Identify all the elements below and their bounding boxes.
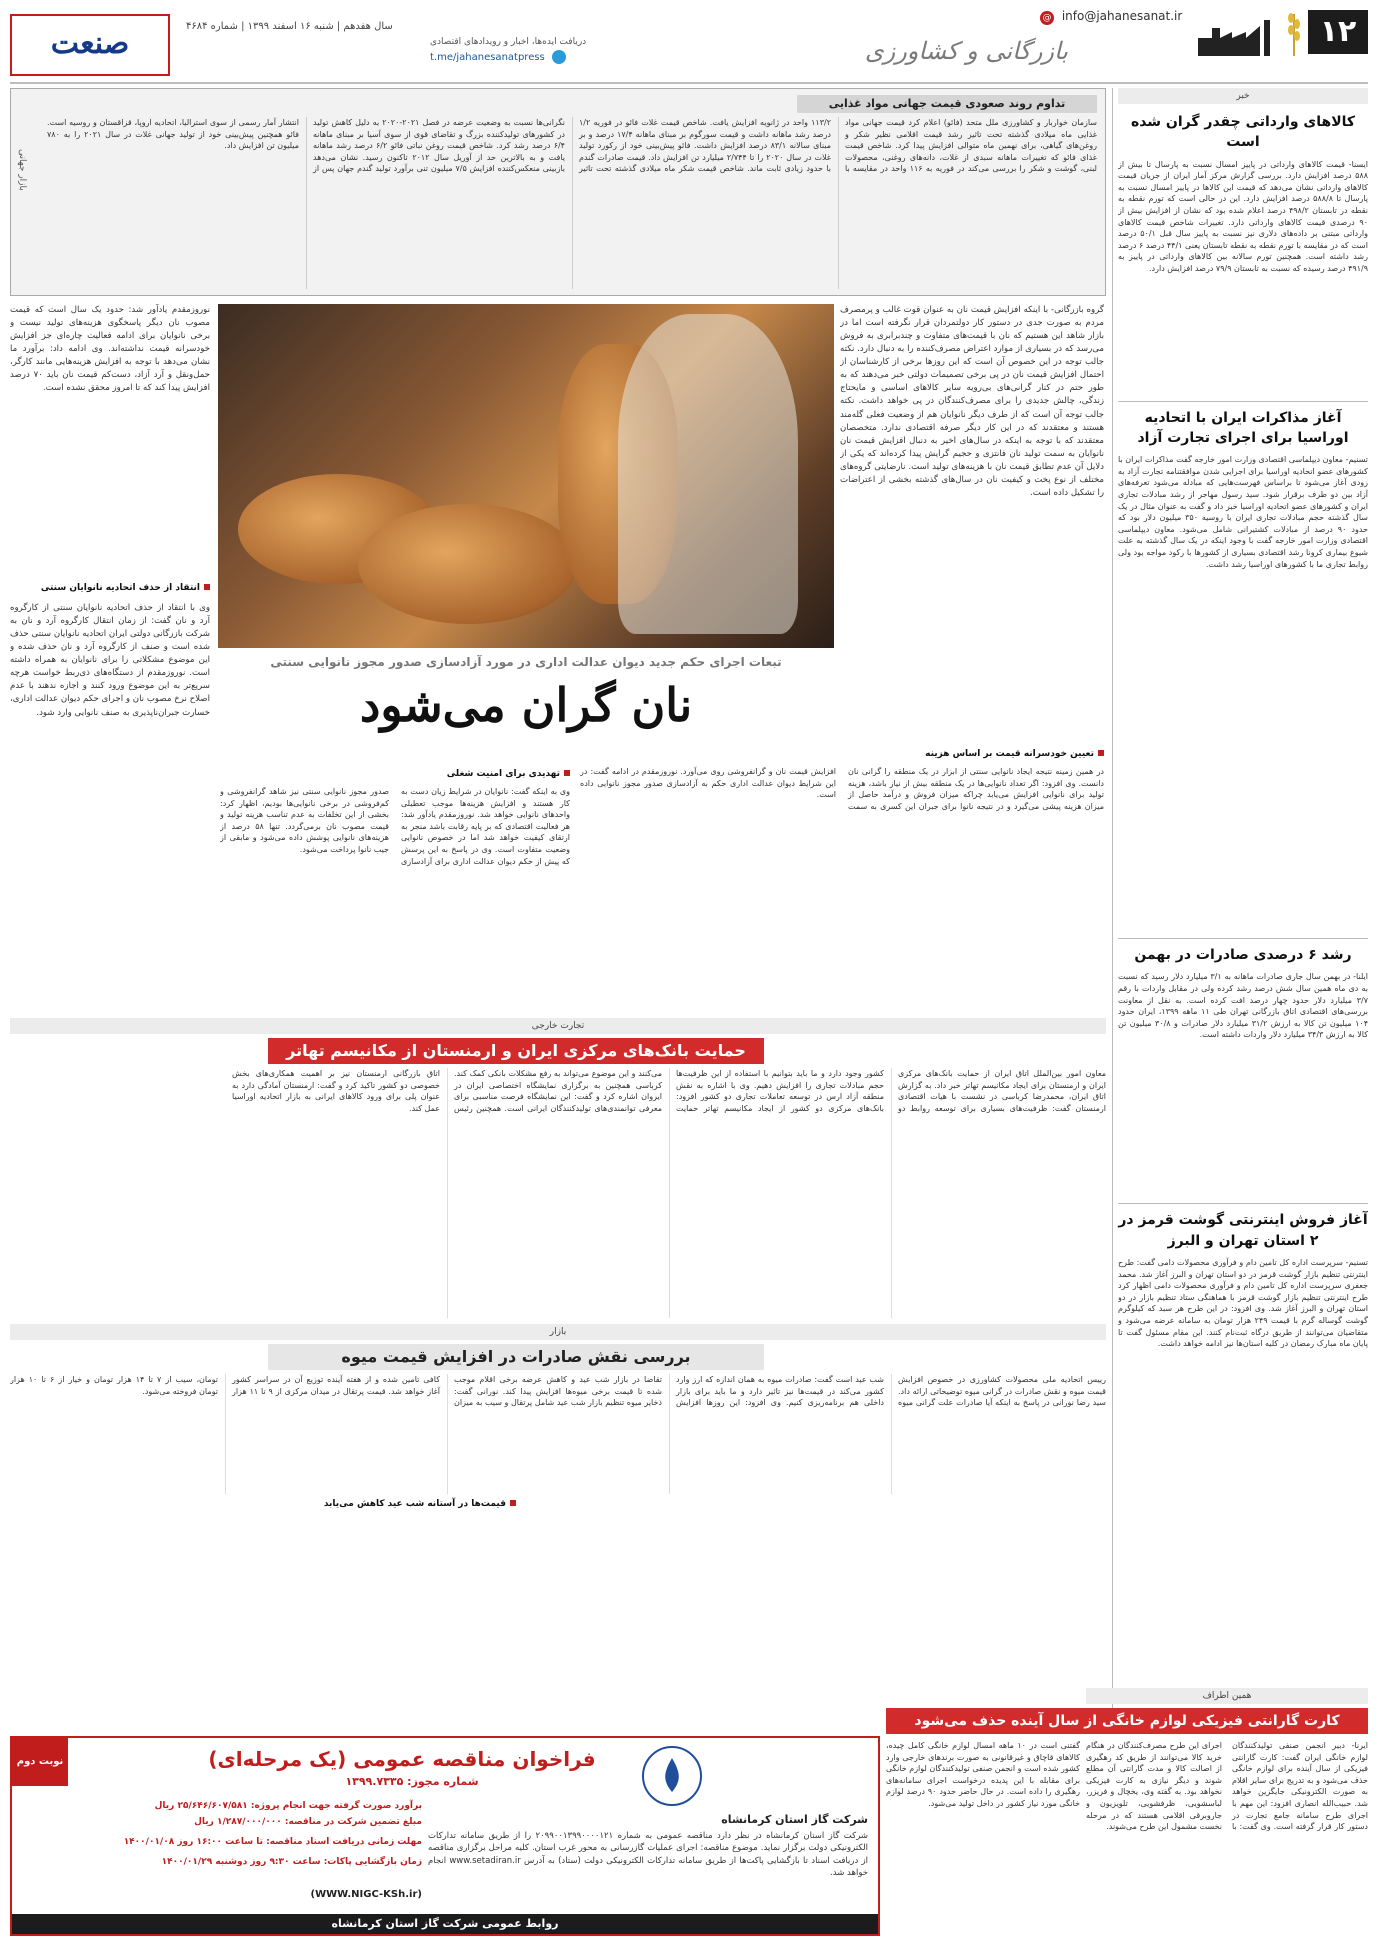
- tender-website[interactable]: (WWW.NIGC-KSh.ir): [310, 1889, 422, 1900]
- tender-opening: زمان بازگشایی پاکات: ساعت ۹:۳۰ روز دوشنبه ۱۴۰۰/۰۱/۲۹: [161, 1857, 422, 1867]
- tender-license: شماره مجوز: ۱۳۹۹.۷۳۳۵: [345, 1775, 479, 1788]
- subhead-text: تعیین خودسرانه قیمت بر اساس هزینه: [925, 749, 1094, 759]
- bread-photo: [218, 304, 834, 648]
- telegram-handle[interactable]: t.me/jahanesanatpress: [430, 52, 545, 63]
- page-header: [0, 0, 1378, 84]
- bullet-icon: [204, 584, 210, 590]
- section-label: بازار: [10, 1324, 1106, 1340]
- masthead-logo: صنعت: [10, 14, 170, 76]
- bullet-icon: [510, 1500, 516, 1506]
- article-title: آغاز فروش اینترنتی گوشت قرمز در ۲ استان تهران و البرز: [1118, 1212, 1368, 1249]
- story-subhead: [840, 748, 1104, 761]
- email-icon: @: [1040, 11, 1054, 25]
- article-body: ایلنا- در بهمن سال جاری صادرات ماهانه به ۳/۱ میلیارد دلار رسید که نسبت به دی ماه همین سال شش درصد رشد کرده ولی در مقابل واردات با رقم ۳/۷ میلیارد دلار حدود چهار درصد افت کرده است. به نقل از معاونت بررسی‌های اقتصادی اتاق بازرگانی تهران طی ۱۱ ماهه ۱۳۹۹، ایران حدود ۱۰۴ میلیون تن کالا به ارزش ۳۱/۲ میلیارد دلار صادرات و ۳۰/۸ میلیون تن کالا به ارزش ۳۴/۳ میلیارد دلار واردات داشته است.: [1118, 972, 1368, 1040]
- story-subtitle: تبعات اجرای حکم جدید دیوان عدالت اداری در مورد آزادسازی صدور مجوز نانوایی سنتی: [270, 655, 782, 669]
- box-title: تداوم روند صعودی قیمت جهانی مواد غذایی: [797, 95, 1097, 113]
- column-rule: [1112, 88, 1113, 1728]
- subhead-text: تهدیدی برای امنیت شغلی: [446, 769, 560, 779]
- column-label: خبر: [1118, 88, 1368, 104]
- story-body: در همین زمینه نتیجه ایجاد نانوایی سنتی از ابزار در یک منطقه را گرانی نان دانست. وی افزود: اگر تعداد نانوایی‌ها در یک منطقه بیش از نیاز باشد، هزینه تولید برای نانوایی افزایش می‌یابد چراکه میزان فروش و درآمد حاصل از میزان هزینه پیشی می‌گیرد و در نتیجه نانوا برای جبران این کسری به سمت افزایش قیمت نان و گرانفروشی روی می‌آورد. نوروزمقدم در ادامه گفت: در این شرایط دیوان عدالت اداری حکم به آزادسازی صدور مجوز نانوایی داده است.: [580, 767, 1104, 811]
- divider: [1118, 938, 1368, 939]
- story-body: نوروزمقدم یادآور شد: حدود یک سال است که قیمت مصوب نان دیگر پاسخگوی هزینه‌های تولید نیست و برخی نانوایان برای ادامه فعالیت چاره‌ای جز افزایش خودسرانه قیمت نداشته‌اند. وی ادامه داد: برآورد ما نشان می‌دهد با توجه به افزایش هزینه‌هایی مانند کارگر، حمل‌ونقل و آرد آزاد، دست‌کم قیمت نان باید ۷۰ درصد افزایش پیدا کند که تا امروز محقق نشده است.: [10, 305, 210, 394]
- story-title: بررسی نقش صادرات در افزایش قیمت میوه: [268, 1344, 764, 1370]
- story-body: ایرنا- دبیر انجمن صنفی تولیدکنندگان لوازم خانگی ایران گفت: کارت گارانتی فیزیکی از سال آینده برای لوازم خانگی حذف می‌شود و به تدریج برای سایر اقلام به صورت الکترونیکی جایگزین خواهد شد. حبیب‌الله انصاری افزود: این مهم با اجرای طرح سامانه جامع تجارت در دستور کار قرار گرفته است. وی گفت: با اجرای این طرح مصرف‌کنندگان در هنگام خرید کالا می‌توانند از طریق کد رهگیری از اصالت کالا و مدت گارانتی آن مطلع شوند و دیگر نیازی به کارت فیزیکی نخواهد بود. به گفته وی، یخچال و فریزر، لباسشویی، ظرفشویی، تلویزیون و جاروبرقی اقلامی هستند که در مرحله نخست مشمول این طرح می‌شوند.: [1086, 1741, 1368, 1832]
- baker-figure: [618, 314, 798, 634]
- story-subhead: [220, 768, 570, 781]
- page-number: ۱۲: [1308, 10, 1368, 54]
- tender-estimate: برآورد صورت گرفته جهت انجام پروژه: ۲۵/۶۴۶/۶۰۷/۵۸۱ ریال: [154, 1801, 422, 1811]
- telegram-link[interactable]: [430, 50, 566, 66]
- article-body: تسنیم- معاون دیپلماسی اقتصادی وزارت امور خارجه گفت مذاکرات ایران با کشورهای عضو اتحادیه اوراسیا برای اجرایی شدن موافقتنامه تجارت آزاد به زودی آغاز می‌شود تا براساس فهرست‌هایی که مبادله می‌شود تعرفه‌های آزاد بین دو طرف برقرار شود. سید رسول مهاجر از رشد مبادلات تجاری ایران و کشورهای عضو اتحادیه اوراسیا خبر داد و گفت به عنوان مثال در یک سال گذشته حجم مبادلات تجاری ایران با روسیه ۳۵۰ میلیون دلار بود که حدود ۹۰ درصد از مبادلات کشتیرانی شامل می‌شود. معاون دیپلماسی اقتصادی وزارت امور خارجه گفت با وجود اینکه در یک سال گذشته به علت شیوع بیماری کرونا رشد اقتصادی بسیاری از کشورها با رکود مواجه بود ولی روابط تجاری ما با کشورهای اوراسیا رشد داشت.: [1118, 455, 1368, 569]
- section-title: بازرگانی و کشاورزی: [864, 37, 1068, 65]
- tender-body: شرکت گاز استان کرمانشاه در نظر دارد مناقصه عمومی به شماره ۲۰۹۹۰۰۱۳۹۹۰۰۰۰۱۲۱ را از طریق سامانه تدارکات الکترونیکی دولت برگزار نماید. موضوع مناقصه: اجرای عملیات گازرسانی به محور غرب استان. کلیه مراحل برگزاری مناقصه از دریافت اسناد تا بازگشایی پاکت‌ها از طریق سامانه تدارکات الکترونیکی دولت (ستاد) به آدرس www.setadiran.ir انجام خواهد شد.: [428, 1831, 868, 1878]
- tender-ad: [10, 1736, 880, 1936]
- article-title: رشد ۶ درصدی صادرات در بهمن: [1134, 947, 1352, 964]
- story-title: کارت گارانتی فیزیکی لوازم خانگی از سال آینده حذف می‌شود: [886, 1708, 1368, 1734]
- article-title: کالاهای وارداتی چقدر گران شده است: [1130, 114, 1356, 151]
- divider: [1118, 1203, 1368, 1204]
- right-column: [1118, 88, 1368, 1728]
- subhead-text: انتقاد از حذف اتحادیه نانوایان سنتی: [40, 583, 200, 593]
- tender-title: فراخوان مناقصه عمومی (یک مرحله‌ای): [172, 1744, 632, 1774]
- box-body: سازمان خواربار و کشاورزی ملل متحد (فائو) اعلام کرد قیمت جهانی مواد غذایی ماه میلادی گذشته تحت تاثیر رشد قیمت اقلامی نظیر شکر و روغن‌های گیاهی، برای نهمین ماه متوالی افزایش پیدا کرد. شاخص قیمت غذای فائو که تغییرات ماهانه سبدی از غلات، دانه‌های روغنی، محصولات لبنی، گوشت و شکر را بررسی می‌کند در فوریه به ۱۱۶ واحد در مقایسه با ۱۱۳/۲ واحد در ژانویه افزایش یافت. شاخص قیمت غلات فائو در فوریه ۱/۲ درصد رشد ماهانه داشت و قیمت سورگوم بر مبنای ماهانه ۱۷/۴ درصد و بر مبنای سالانه ۸۳/۱ درصد افزایش داشت. فائو پیش‌بینی خود از رکورد تولید غلات در سال ۲۰۲۰ را تا ۲/۷۴۴ میلیارد تن افزایش داد. قیمت صادرات گندم با حدود زیادی ثابت ماند. شاخص قیمت شکر ماه میلادی گذشته تحت تاثیر نگرانی‌ها نسبت به وضعیت عرضه در فصل ۲۰۲۱-۲۰۲۰ به دلیل کاهش تولید در کشورهای تولیدکننده بزرگ و تقاضای قوی از سوی آسیا بر مبنای ماهانه ۶/۴ درصد رشد کرد. شاخص قیمت روغن نباتی فائو ۶/۲ درصد رشد ماهانه یافت و به بالاترین حد از آوریل سال ۲۰۱۲ تاکنون رسید. نشان می‌دهد بازبینی منعکس‌کننده افزایش ۷/۵ میلیون تنی برآورد تولید گندم جهان پس از انتشار آمار رسمی از سوی استرالیا، اتحادیه اروپا، قزاقستان و روسیه است. فائو همچنین پیش‌بینی خود از تولید جهانی غلات در سال ۲۰۲۱ را به ۷۸۰ میلیون تن افزایش داد.: [47, 118, 1097, 174]
- story-title: نان گران می‌شود: [359, 678, 693, 732]
- article-body: تسنیم- سرپرست اداره کل تامین دام و فرآوری محصولات دامی گفت: طرح اینترنتی تنظیم بازار گوشت قرمز در دو استان تهران و البرز آغاز شد. محمد جعفری سرپرست اداره کل تامین دام و فرآوری محصولات دامی اظهار کرد طرح اینترنتی تنظیم بازار گوشت قرمز با هماهنگی ستاد تنظیم بازار در دو استان تهران و البرز آغاز شد. وی افزود: در این طرح هر سبد که کیلوگرم گوشت گوساله گرم با قیمت ۲۴۹ هزار تومان به سامانه عرضه می‌شود و متقاضیان می‌توانند از طریق درگاه ثبت‌نام کنند. این مقام مسئول گفت تا پایان ماه مبارک رمضان در کلیه استان‌ها نیز ادامه خواهد داشت.: [1118, 1258, 1368, 1349]
- side-label: بازار جهانی: [17, 149, 28, 191]
- industry-icon: [1198, 20, 1278, 56]
- tender-footer: روابط عمومی شرکت گاز استان کرمانشاه: [12, 1914, 878, 1934]
- telegram-icon: [552, 50, 566, 64]
- tender-deadline: مهلت زمانی دریافت اسناد مناقصه: تا ساعت ۱۶:۰۰ روز ۱۴۰۰/۰۱/۰۸: [123, 1837, 422, 1847]
- article-title: آغاز مذاکرات ایران با اتحادیه اوراسیا برای اجرای تجارت آزاد: [1137, 409, 1349, 446]
- header-divider: [10, 82, 1368, 84]
- story-body: گفتنی است در ۱۰ ماهه امسال لوازم خانگی کامل چیده، کالاهای قاچاق و غیرقانونی به صورت برندهای خارجی وارد کشور شده است و انجمن صنفی تولیدکنندگان لوازم خانگی برای مقابله با این پدیده درخواست اجرای سامانه‌های رهگیری را داده است. در حال حاضر حدود ۹۰ درصد لوازم خانگی مورد نیاز کشور در داخل تولید می‌شود.: [886, 1741, 1080, 1808]
- story-subhead: [276, 1498, 516, 1511]
- section-label: تجارت خارجی: [10, 1018, 1106, 1034]
- story-body: رییس اتحادیه ملی محصولات کشاورزی در خصوص افزایش قیمت میوه و نقش صادرات در گرانی میوه توضیحاتی ارائه داد. سید رضا نورانی در پاسخ به اینکه آیا صادرات علت گرانی میوه شب عید است گفت: صادرات میوه به همان اندازه که ارز وارد کشور می‌کند در قیمت‌ها نیز تاثیر دارد و ما باید برای بازار داخلی هم برنامه‌ریزی کنیم. وی افزود: این روزها افزایش تقاضا در بازار شب عید و کاهش عرضه برخی اقلام موجب شده تا قیمت برخی میوه‌ها افزایش پیدا کند. نورانی گفت: ذخایر میوه تنظیم بازار شب عید شامل پرتقال و سیب به میزان کافی تامین شده و از هفته آینده توزیع آن در سراسر کشور آغاز خواهد شد. قیمت پرتقال در میدان مرکزی از ۹ تا ۱۱ هزار تومان، سیب از ۷ تا ۱۴ هزار تومان و خیار از ۶ تا ۱۰ هزار تومان فروخته می‌شود.: [10, 1375, 1106, 1408]
- story-body: وی با انتقاد از حذف اتحادیه نانوایان سنتی از کارگروه آرد و نان گفت: از زمان انتقال کارگروه آرد و نان به شرکت بازرگانی دولتی ایران اتحادیه نانوایان سنتی حذف شده است و صنف از کارگروه آرد و نان حذف شده و این موضوع مشکلاتی را برای نانوایان به همراه داشته است. نوروزمقدم از دستگاه‌های ذی‌ربط خواست هرچه سریع‌تر به این موضوع ورود کنند و اجازه ندهند با عدم اصلاح نرخ مصوب نان و اجرای حکم دیوان عدالت اداری، خسارت جبران‌ناپذیری به صنف نانوایی وارد شود.: [10, 603, 210, 718]
- story-title: حمایت بانک‌های مرکزی ایران و ارمنستان از مکانیسم تهاتر: [268, 1038, 764, 1064]
- gas-company-logo: [642, 1746, 702, 1806]
- bullet-icon: [1098, 750, 1104, 756]
- tender-flag: نوبت دوم: [12, 1738, 68, 1786]
- wheat-icon: [1286, 8, 1302, 56]
- email-link[interactable]: [1040, 8, 1182, 25]
- story-body: وی به اینکه گفت: نانوایان در شرایط زیان دست به کار هستند و افزایش هزینه‌ها موجب تعطیلی واحدهای نانوایی خواهد شد. نوروزمقدم یادآور شد: هر فعالیت اقتصادی که بر پایه رقابت باشد منجر به ارتقای کیفیت خواهد شد اما در خصوص نانوایی وضعیت متفاوت است. وی در پاسخ به این پرسش که پیش از حکم دیوان عدالت اداری برای آزادسازی صدور مجوز نانوایی سنتی نیز شاهد گرانفروشی و کم‌فروشی در برخی نانوایی‌ها بودیم، اظهار کرد: بخشی از این تخلفات به عدم تناسب هزینه تولید و قیمت مصوب نان برمی‌گردد. تنها ۵۸ درصد از هزینه‌های نانوایی پوشش داده می‌شود و مابقی از جیب نانوا پرداخت می‌شود.: [220, 787, 570, 866]
- story-subhead: [10, 582, 210, 595]
- telegram-note: دریافت ایده‌ها، اخبار و رویدادهای اقتصادی: [430, 37, 587, 47]
- divider: [1118, 401, 1368, 402]
- section-label: همین اطراف: [1086, 1688, 1368, 1704]
- tender-guarantee: مبلغ تضمین شرکت در مناقصه: ۱/۲۸۷/۰۰۰/۰۰۰ ریال: [194, 1817, 422, 1827]
- article-body: ایسنا- قیمت کالاهای وارداتی در پاییز امسال نسبت به پارسال تا بیش از ۵۸۸ درصد افزایش دارد. بررسی گزارش مرکز آمار ایران از جریان قیمت کالاهای وارداتی نشان می‌دهد که قیمت این کالاها در پاییز امسال نسبت به پارسال تا ۵۸۸/۸ درصد افزایش دارد. این در حالی است که تورم نقطه به نقطه در تابستان ۴۹۸/۲ درصد اعلام شده بود که نشان از افزایش بیش از ۹۰ درصدی قیمت کالاهای وارداتی دارد. تغییرات شاخص قیمت کالاهای وارداتی مبتنی بر داده‌های دلاری نیز نسبت به پاییز سال قبل ۵۰/۱ درصد است که در مقایسه با تورم نقطه به نقطه تابستان یعنی ۴۴/۱ درصد ۶ درصد رشد داشته است. همچنین تورم سالانه بین کالاهای وارداتی در پاییز به ۴۹۱/۹ درصد رسیده که نسبت به تابستان ۷۹/۹ درصد افزایش دارد.: [1118, 159, 1368, 273]
- story-body: گروه بازرگانی- با اینکه افزایش قیمت نان به عنوان قوت غالب و پرمصرف مردم به صورت جدی در دستور کار دولتمردان قرار نگرفته است اما در بازار شاهد این هستیم که نان با قیمت‌های متفاوت و چندبرابری به فروش می‌رسد که در بسیاری از موارد اعتراض مصرف‌کننده را به دنبال دارد. نکته جالب توجه در این خصوص آن است که این روزها برخی از کارشناسان از احتمال افزایش قیمت نان در پی برخی تصمیمات دولتی خبر می‌دهند که به طور حتم در کنار گرانی‌های بی‌رویه سایر کالاهای اساسی و مایحتاج زندگی، چالش جدیدی را برای مصرف‌کنندگان در پی خواهد داشت. نکته جالب توجه آن است که از طرف دیگر نانوایان هم از وضعیت فعلی گله‌مند هستند و معتقدند که در این کار دیگر صرفه اقتصادی ندارد. متخصصان معتقدند که با توجه به اینکه در سال‌های اخیر به دنبال افزایش قیمت نان نانوایان به سمت تولید نان فانتزی و حجیم گرایش پیدا کرده‌اند که یکی از دلایل آن عدم تطابق قیمت نان با هزینه‌های تولید است. نارضایتی گروه‌های مختلف از نوع پخت و کیفیت نان در سال‌های گذشته بخشی از اعتراضات را تشکیل داده است.: [840, 305, 1104, 498]
- email-text[interactable]: info@jahanesanat.ir: [1061, 9, 1183, 23]
- world-market-box: [10, 88, 1106, 296]
- bread-loaf: [358, 504, 578, 624]
- tender-org: شرکت گاز استان کرمانشاه: [721, 1813, 868, 1826]
- issue-line: سال هفدهم | شنبه ۱۶ اسفند ۱۳۹۹ | شماره ۴۶۸۴: [186, 21, 393, 32]
- subhead-text: قیمت‌ها در آستانه شب عید کاهش می‌یابد: [323, 1499, 506, 1509]
- story-body: معاون امور بین‌الملل اتاق ایران از حمایت بانک‌های مرکزی ایران و ارمنستان برای ایجاد مکانیسم تهاتر خبر داد. به گزارش اتاق ایران، محمدرضا کرباسی در نشست با هیات اقتصادی ارمنستان گفت: ظرفیت‌های بسیاری برای توسعه روابط دو کشور وجود دارد و ما باید بتوانیم با استفاده از این ظرفیت‌ها حجم مبادلات تجاری را افزایش دهیم. وی با اشاره به نقش منطقه آزاد ارس در توسعه تعاملات تجاری دو کشور افزود: بانک‌های مرکزی دو کشور از ایجاد مکانیسم تهاتر حمایت می‌کنند و این موضوع می‌تواند به رفع مشکلات بانکی کمک کند. کرباسی همچنین به برگزاری نمایشگاه اختصاصی ایران در ایروان اشاره کرد و گفت: این نمایشگاه فرصت مناسبی برای معرفی توانمندی‌های تولیدکنندگان ایرانی است. همچنین رئیس اتاق بازرگانی ارمنستان نیز بر اهمیت همکاری‌های بخش خصوصی دو کشور تاکید کرد و گفت: ارمنستان آمادگی دارد به عنوان پلی برای ورود کالاهای ایرانی به بازار اتحادیه اوراسیا عمل کند.: [232, 1069, 1106, 1113]
- bullet-icon: [564, 770, 570, 776]
